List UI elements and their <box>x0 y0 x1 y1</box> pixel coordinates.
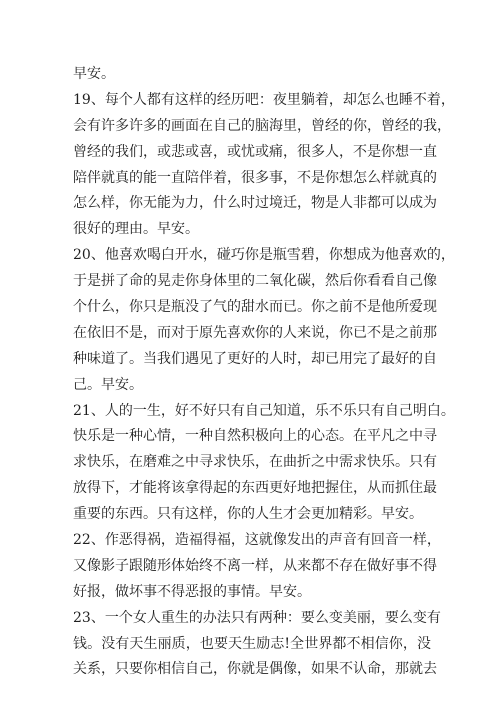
text-line: 个什么，你只是瓶没了气的甜水而已。你之前不是他所爱现 <box>73 299 437 316</box>
text-line: 很好的理由。早安。 <box>73 221 199 238</box>
text-line: 20、他喜欢喝白开水，碰巧你是瓶雪碧，你想成为他喜欢的， <box>73 247 455 264</box>
text-line: 早安。 <box>73 66 115 82</box>
text-line: 关系，只要你相信自己，你就是偶像，如果不认命，那就去 <box>73 661 437 678</box>
text-line: 种味道了。当我们遇见了更好的人时，却已用完了最好的自 <box>73 350 437 367</box>
text-line: 在依旧不是，而对于原先喜欢你的人来说，你已不是之前那 <box>73 324 437 341</box>
text-line: 己。早安。 <box>73 376 143 393</box>
text-line: 会有许多许多的画面在自己的脑海里，曾经的你，曾经的我， <box>73 117 451 134</box>
text-line: 陪伴就真的能一直陪伴着，很多事，不是你想怎么样就真的 <box>73 169 437 186</box>
text-line: 21、人的一生，好不好只有自己知道，乐不乐只有自己明白。 <box>73 402 455 419</box>
text-line: 钱。没有天生丽质，也要天生励志!全世界都不相信你，没 <box>73 635 431 652</box>
text-line: 又像影子跟随形体始终不离一样，从来都不存在做好事不得 <box>73 557 437 574</box>
text-line: 22、作恶得祸，造福得福，这就像发出的声音有回音一样， <box>73 532 441 549</box>
text-line: 19、每个人都有这样的经历吧：夜里躺着，却怎么也睡不着， <box>73 91 455 108</box>
text-line: 怎么样，你无能为力，什么时过境迁，物是人非都可以成为 <box>73 195 437 212</box>
text-line: 23、一个女人重生的办法只有两种：要么变美丽，要么变有 <box>73 609 441 626</box>
text-line: 曾经的我们，或悲或喜，或忧或痛，很多人，不是你想一直 <box>73 143 437 160</box>
text-line: 快乐是一种心情，一种自然积极向上的心态。在平凡之中寻 <box>73 428 437 445</box>
document-body <box>73 62 455 683</box>
text-line: 好报，做坏事不得恶报的事情。早安。 <box>73 583 311 600</box>
text-line: 放得下，才能将该拿得起的东西更好地把握住，从而抓住最 <box>73 480 437 497</box>
text-line: 求快乐，在磨难之中寻求快乐，在曲折之中需求快乐。只有 <box>73 454 437 471</box>
text-line: 于是拼了命的晃走你身体里的二氧化碳，然后你看看自己像 <box>73 273 437 290</box>
text-line: 重要的东西。只有这样，你的人生才会更加精彩。早安。 <box>73 506 423 523</box>
